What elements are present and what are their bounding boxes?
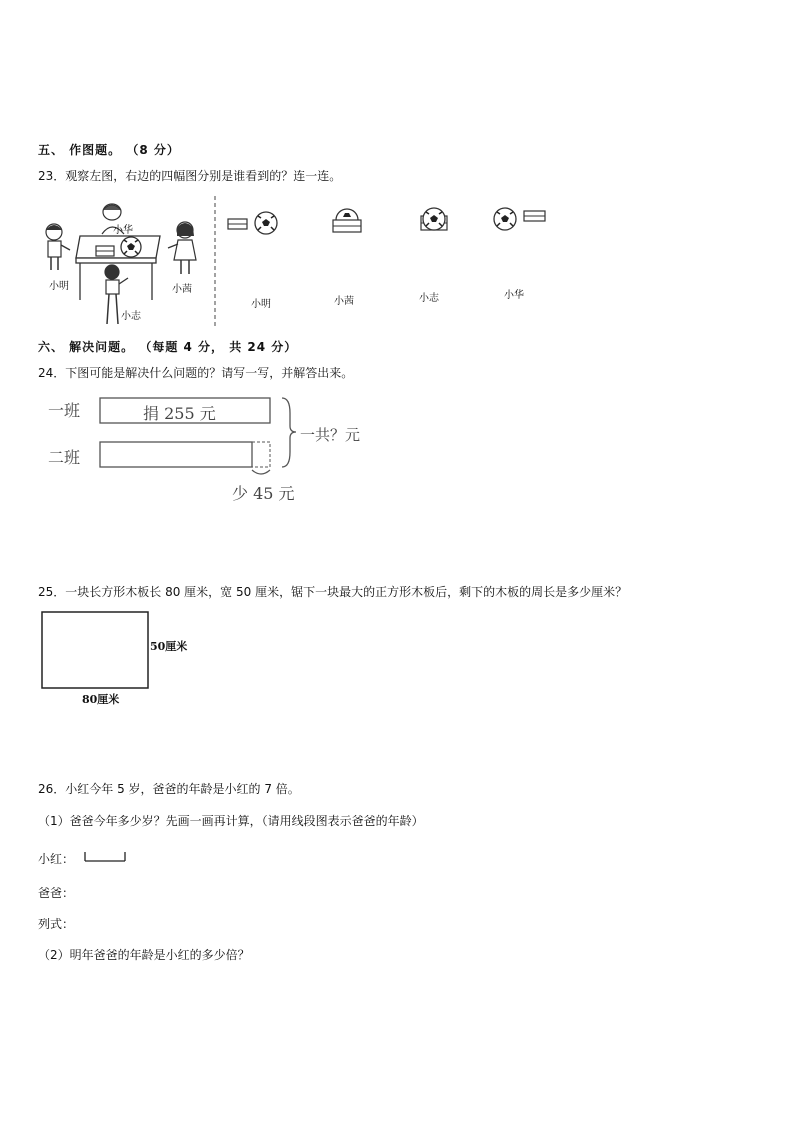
baba-label: 爸爸： bbox=[38, 886, 75, 900]
scene-label-xiaohua: 小华 bbox=[113, 225, 133, 236]
less-brace bbox=[252, 470, 270, 474]
question-26-part1: （1）爸爸今年多少岁？先画一画再计算，（请用线段图表示爸爸的年龄） bbox=[38, 814, 424, 828]
section5-title: 五、 作图题。 （8 分） bbox=[38, 143, 180, 157]
row2-label: 二班 bbox=[48, 448, 81, 467]
row1-label: 一班 bbox=[48, 401, 81, 420]
q23-dashed-divider bbox=[214, 196, 216, 328]
view-label-4: 小华 bbox=[504, 290, 524, 301]
view-3-ball-over-box bbox=[421, 208, 447, 230]
view-1-box-ball bbox=[228, 212, 277, 234]
total-label: 一共？元 bbox=[300, 426, 361, 444]
view-label-1: 小明 bbox=[251, 299, 271, 310]
view-label-3: 小志 bbox=[419, 293, 439, 304]
q25-rectangle bbox=[41, 611, 151, 691]
xiaoqian-figure bbox=[168, 222, 196, 274]
less-label: 少 45 元 bbox=[232, 484, 295, 503]
row1-value: 捐 255 元 bbox=[143, 404, 216, 423]
xiaohong-segment bbox=[84, 851, 128, 863]
view-4-ball-box bbox=[494, 208, 545, 230]
question-25-text: 25．一块长方形木板长 80 厘米，宽 50 厘米，锯下一块最大的正方形木板后，剩下的木板的周长是多少厘米？ bbox=[38, 585, 628, 599]
question-26-text: 26．小红今年 5 岁，爸爸的年龄是小红的 7 倍。 bbox=[38, 782, 300, 796]
formula-label: 列式： bbox=[38, 917, 75, 931]
view-2-ball-behind-box bbox=[333, 209, 361, 232]
question-24-text: 24．下图可能是解决什么问题的？请写一写，并解答出来。 bbox=[38, 366, 354, 380]
box-on-table bbox=[96, 246, 114, 256]
q23-views bbox=[226, 206, 556, 240]
question-26-part2: （2）明年爸爸的年龄是小红的多少倍？ bbox=[38, 948, 250, 962]
view-label-2: 小茜 bbox=[334, 296, 354, 307]
xiaoming-figure bbox=[46, 224, 70, 270]
question-23-text: 23．观察左图，右边的四幅图分别是谁看到的？连一连。 bbox=[38, 169, 342, 183]
soccer-ball-on-table bbox=[121, 237, 141, 257]
rect-width-label: 80厘米 bbox=[82, 693, 120, 706]
xiaohong-label: 小红： bbox=[38, 852, 75, 866]
scene-label-xiaozhi: 小志 bbox=[121, 311, 141, 322]
section6-title: 六、 解决问题。 （每题 4 分， 共 24 分） bbox=[38, 340, 298, 354]
scene-label-xiaoming: 小明 bbox=[49, 281, 69, 292]
scene-label-xiaoqian: 小茜 bbox=[172, 284, 192, 295]
row2-missing-part bbox=[252, 442, 270, 467]
total-brace bbox=[282, 398, 296, 467]
rect-height-label: 50厘米 bbox=[150, 640, 188, 653]
row2-bar bbox=[100, 442, 252, 467]
